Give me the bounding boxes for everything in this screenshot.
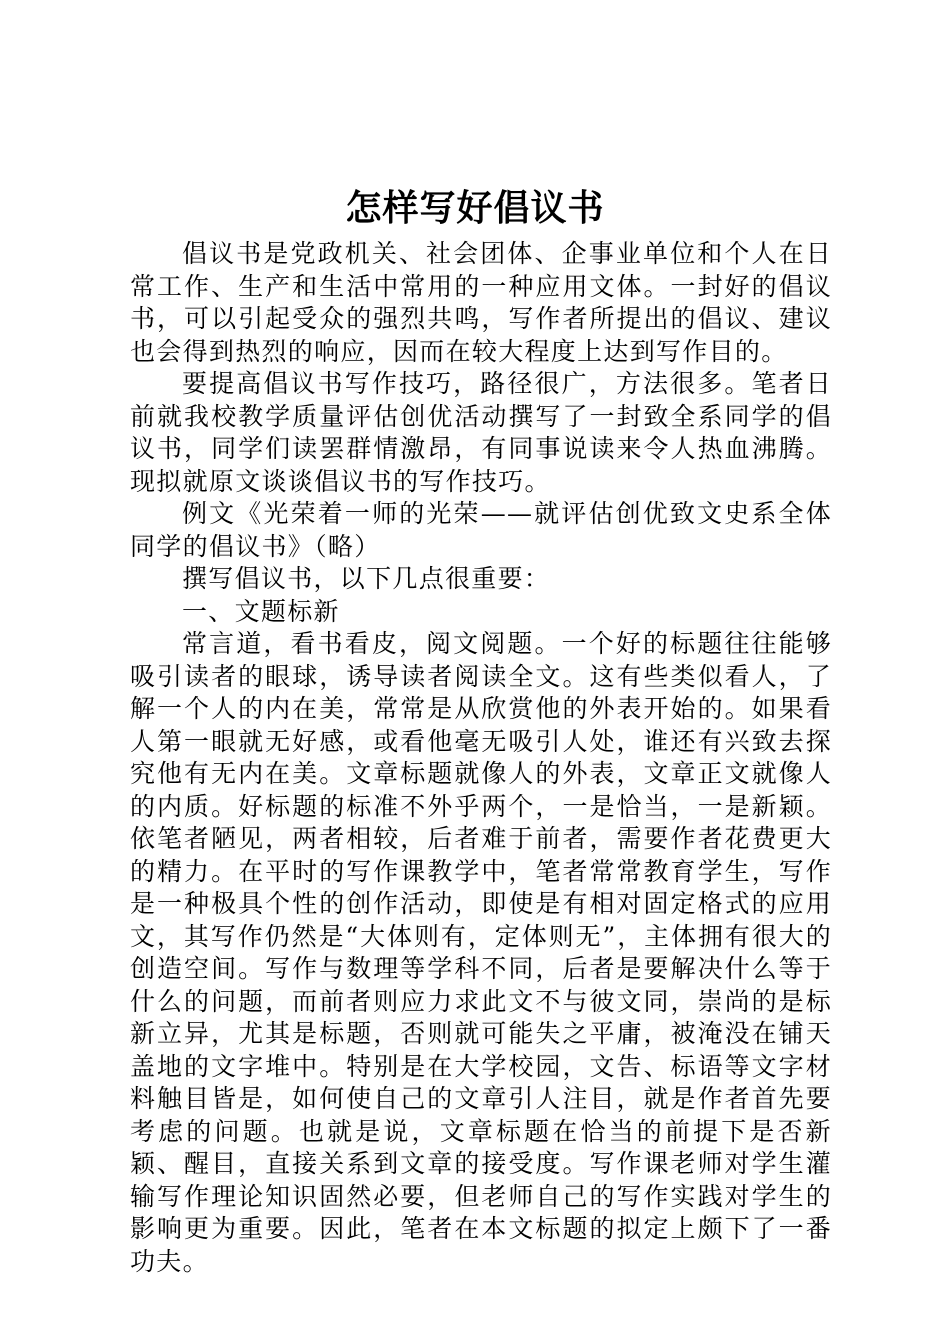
paragraph-points: 撰写倡议书，以下几点很重要： (182, 564, 551, 593)
paragraph-section-body: 常言道，看书看皮，阅文阅题。一个好的标题往往能够吸引读者的眼球，诱导读者阅读全文。这有些类似看人，了解一个人的内在美，常常是从欣赏他的外表开始的。如果看人第一眼就无好感，或看他毫无吸引人处，谁还有兴致去探究他有无内在美。文章标题就像人的外表，文章正文就像人的内质。好标题的标准不外乎两个，一是恰当，一是新颖。依笔者陋见，两者相较，后者难于前者，需要作者花费更大的精力。在平时的写作课教学中，笔者常常教育学生，写作是一种极具个性的创作活动，即使是有相对固定格式的应用文，其写作仍然是“大体则有，定体则无”，主体拥有很大的创造空间。写作与数理等学科不同，后者是要解决什么等于什么的问题，而前者则应力求此文不与彼文同，崇尚的是标新立异，尤其是标题，否则就可能失之平庸，被淹没在铺天盖地的文字堆中。特别是在大学校园，文告、标语等文字材料触目皆是，如何使自己的文章引人注目，就是作者首先要考虑的问题。也就是说，文章标题在恰当的前提下是否新颖、醒目，直接关系到文章的接受度。写作课老师对学生灌输写作理论知识固然必要，但老师自己的写作实践对学生的影响更为重要。因此，笔者在本文标题的拟定上颇下了一番功夫。 (130, 629, 832, 1276)
paragraph-skills: 要提高倡议书写作技巧，路径很广，方法很多。笔者日前就我校教学质量评估创优活动撰写了一封致全系同学的倡议书，同学们读罢群情激昂，有同事说读来令人热血沸腾。现拟就原文谈谈倡议书的写作技巧。 (130, 369, 832, 496)
document-body (130, 238, 832, 1278)
paragraph-example: 例文《光荣着一师的光荣——就评估创优致文史系全体同学的倡议书》（略） (130, 499, 832, 561)
section-heading: 一、文题标新 (182, 596, 340, 626)
document-title: 怎样写好倡议书 (345, 187, 605, 229)
paragraph-intro: 倡议书是党政机关、社会团体、企事业单位和个人在日常工作、生产和生活中常用的一种应用文体。一封好的倡议书，可以引起受众的强烈共鸣，写作者所提出的倡议、建议也会得到热烈的响应，因而在较大程度上达到写作目的。 (130, 239, 832, 366)
